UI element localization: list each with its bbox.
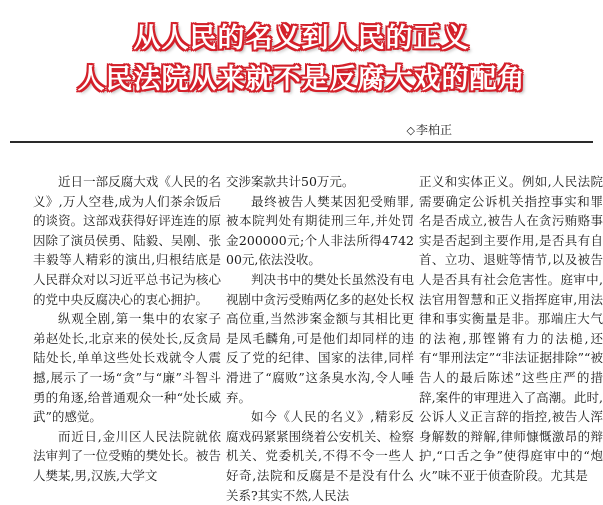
diamond-icon: ◇ [406,124,415,137]
headline-line-1: 从人民的名义到人民的正义 [133,23,470,54]
text-column-3 [419,172,603,486]
paragraph: 判决书中的樊处长虽然没有电视剧中贪污受贿两亿多的赵处长权高位重,当然涉案金额与其相比更是凤毛麟角,可是他们却同样的违反了党的纪律、国家的法律,同样滑进了“腐败”这条臭水沟,令人唾弃。 [226,271,414,405]
paragraph: 而近日,金川区人民法院就依法审判了一位受贿的樊处长。被告人樊某,男,汉族,大学文 [33,428,221,483]
paragraph: 如今《人民的名义》,精彩反腐戏码紧紧围绕着公安机关、检察机关、党委机关,不得不令一些人好奇,法院和反腐是不是没有什么关系?其实不然,人民法 [226,409,414,503]
author-name: 李柏正 [415,123,452,137]
headline-line-2: 人民法院从来就不是反腐大戏的配角 [77,64,526,95]
header-divider [10,141,593,143]
author-byline [407,121,452,138]
paragraph: 纵观全剧,第一集中的农家子弟赵处长,北京来的侯处长,反贪局陆处长,单单这些处长戏就令人震撼,展示了一场“贪”与“廉”斗智斗勇的角逐,给普通观众一种“处长威武”的感觉。 [33,311,221,425]
text-column-2 [226,172,414,505]
paragraph-continued: 正义和实体正义。例如,人民法院需要确定公诉机关指控事实和罪名是否成立,被告人在贪污贿赂事实是否起到主要作用,是否具有自首、立功、退赃等情节,以及被告人是否具有社会危害性。庭审中,法官用智慧和正义指挥庭审,用法律和事实衡量是非。那端庄大气的法袍,那铿锵有力的法槌,还有“罪刑法定”“非法证据排除”“被告人的最后陈述”这些庄严的措辞,案件的审理进入了高潮。此时,公诉人义正言辞的指控,被告人浑身解数的辩解,律师慷慨激昂的辩护,“口舌之争”使得庭审中的“炮火”味不亚于侦查阶段。尤其是 [419,174,603,483]
paragraph-continued: 交涉案款共计50万元。 [226,174,355,189]
paragraph: 最终被告人樊某因犯受贿罪,被本院判处有期徒刑三年,并处罚金200000元;个人非法所得474200元,依法没收。 [226,193,414,268]
text-column-1 [33,172,221,486]
paragraph: 近日一部反腐大戏《人民的名义》,万人空巷,成为人们茶余饭后的谈资。这部戏获得好评连连的原因除了演员侯勇、陆毅、吴刚、张丰毅等人精彩的演出,归根结底是人民群众对以习近平总书记为核心的党中央反腐决心的衷心拥护。 [33,174,221,307]
